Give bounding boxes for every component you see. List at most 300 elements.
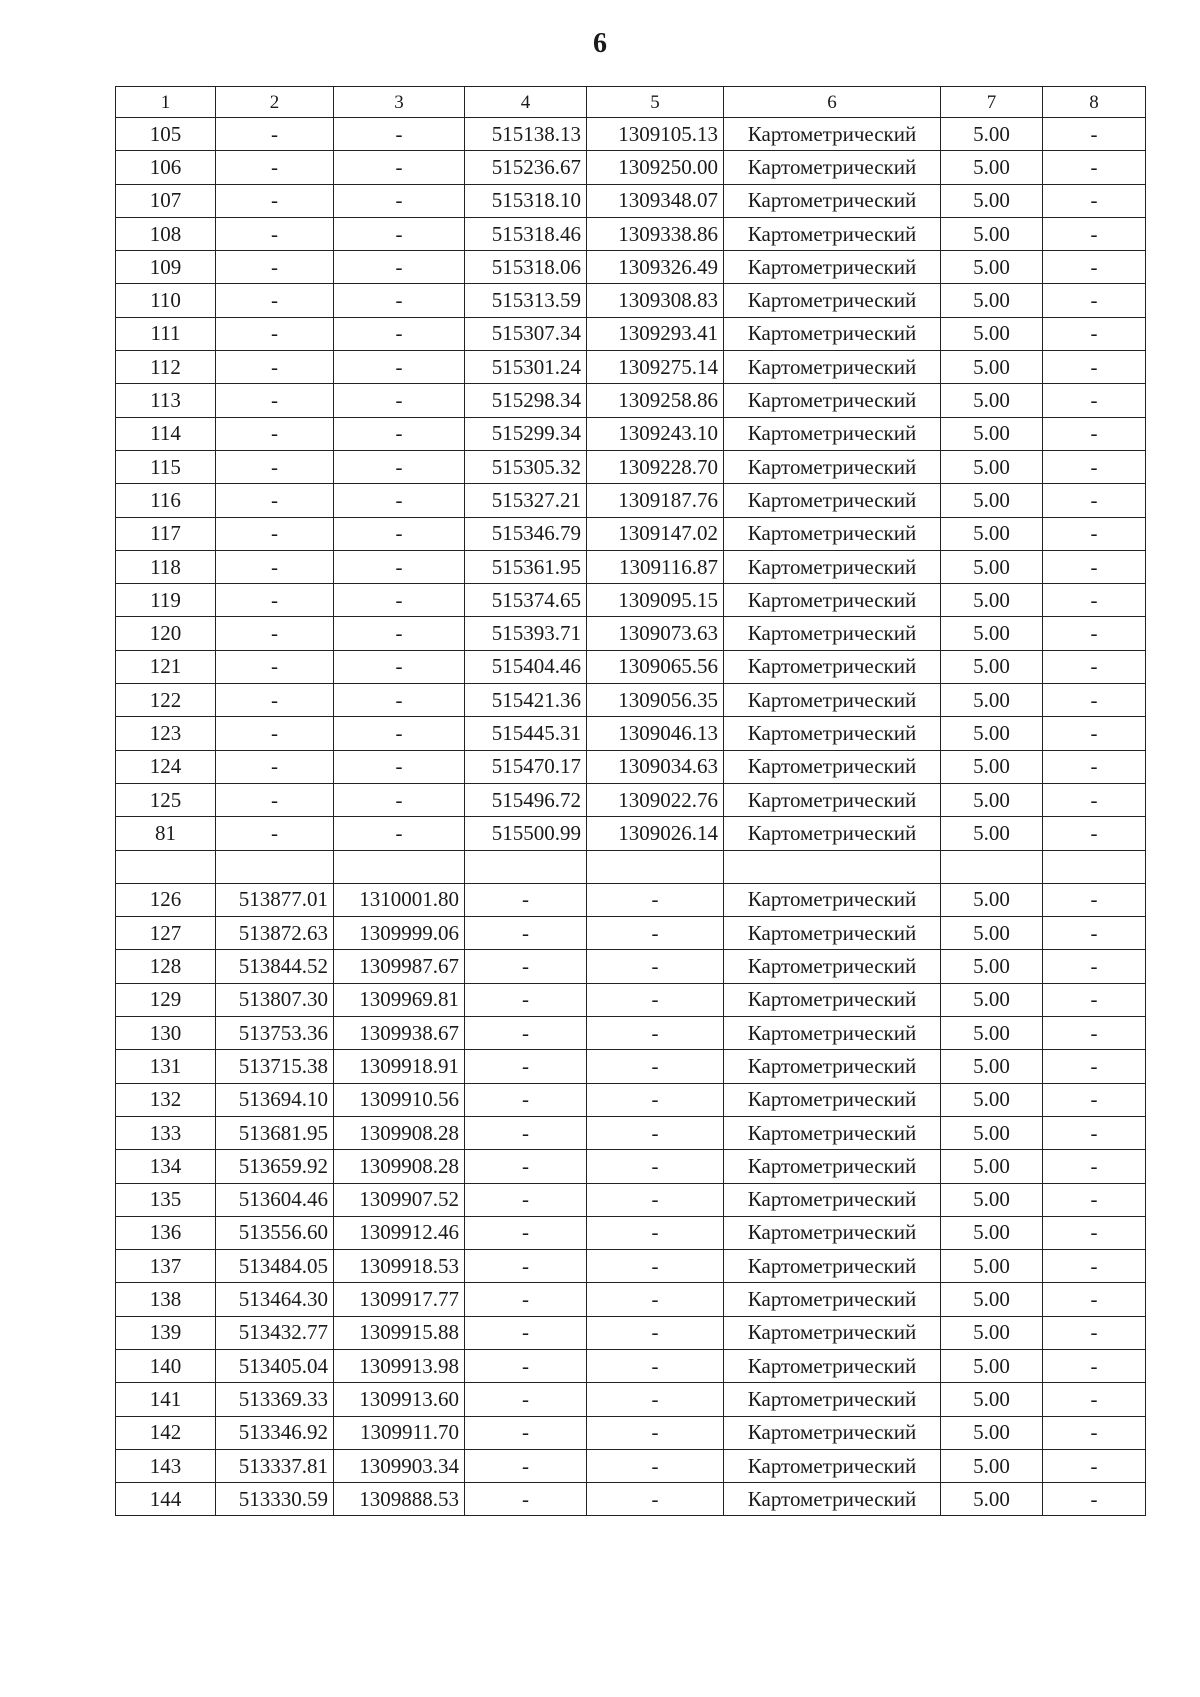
x-old-cell: -	[216, 118, 334, 151]
y-new-cell: 1309116.87	[587, 550, 724, 583]
column-header: 3	[334, 87, 465, 118]
description-cell: -	[1043, 1116, 1146, 1149]
table-row	[116, 517, 1146, 550]
accuracy-cell: 5.00	[941, 1017, 1043, 1050]
table-row	[116, 1283, 1146, 1316]
x-old-cell: -	[216, 284, 334, 317]
point-number-cell: 139	[116, 1316, 216, 1349]
method-cell: Картометрический	[724, 1416, 941, 1449]
y-old-cell: -	[334, 550, 465, 583]
accuracy-cell: 5.00	[941, 717, 1043, 750]
y-new-cell: -	[587, 1383, 724, 1416]
description-cell: -	[1043, 417, 1146, 450]
description-cell: -	[1043, 717, 1146, 750]
column-header: 8	[1043, 87, 1146, 118]
x-old-cell: -	[216, 750, 334, 783]
x-new-cell: -	[465, 1083, 587, 1116]
method-cell: Картометрический	[724, 684, 941, 717]
table-row	[116, 717, 1146, 750]
point-number-cell: 135	[116, 1183, 216, 1216]
y-old-cell: 1309913.98	[334, 1349, 465, 1382]
x-old-cell: -	[216, 417, 334, 450]
method-cell: Картометрический	[724, 617, 941, 650]
x-new-cell: -	[465, 1050, 587, 1083]
point-number-cell: 132	[116, 1083, 216, 1116]
description-cell: -	[1043, 284, 1146, 317]
x-old-cell: -	[216, 484, 334, 517]
description-cell: -	[1043, 1216, 1146, 1249]
method-cell: Картометрический	[724, 284, 941, 317]
y-new-cell: -	[587, 983, 724, 1016]
description-cell: -	[1043, 1416, 1146, 1449]
point-number-cell: 130	[116, 1017, 216, 1050]
accuracy-cell: 5.00	[941, 184, 1043, 217]
y-new-cell: -	[587, 883, 724, 916]
x-new-cell: -	[465, 1283, 587, 1316]
x-new-cell: 515404.46	[465, 650, 587, 683]
y-old-cell: 1309969.81	[334, 983, 465, 1016]
x-new-cell: -	[465, 1116, 587, 1149]
x-new-cell: 515313.59	[465, 284, 587, 317]
x-new-cell: -	[465, 1449, 587, 1482]
accuracy-cell: 5.00	[941, 1050, 1043, 1083]
y-old-cell: -	[334, 684, 465, 717]
x-old-cell: 513432.77	[216, 1316, 334, 1349]
y-old-cell: 1309915.88	[334, 1316, 465, 1349]
description-cell: -	[1043, 484, 1146, 517]
x-old-cell: 513604.46	[216, 1183, 334, 1216]
x-new-cell: 515346.79	[465, 517, 587, 550]
point-number-cell	[116, 850, 216, 883]
accuracy-cell: 5.00	[941, 883, 1043, 916]
x-new-cell: 515470.17	[465, 750, 587, 783]
accuracy-cell: 5.00	[941, 550, 1043, 583]
table-row	[116, 1349, 1146, 1382]
table-row	[116, 1083, 1146, 1116]
accuracy-cell: 5.00	[941, 217, 1043, 250]
table-row	[116, 1116, 1146, 1149]
point-number-cell: 107	[116, 184, 216, 217]
description-cell: -	[1043, 384, 1146, 417]
table-row	[116, 850, 1146, 883]
x-new-cell: -	[465, 1416, 587, 1449]
point-number-cell: 126	[116, 883, 216, 916]
point-number-cell: 112	[116, 351, 216, 384]
method-cell: Картометрический	[724, 717, 941, 750]
table-row	[116, 917, 1146, 950]
y-new-cell: 1309022.76	[587, 783, 724, 816]
y-new-cell: 1309293.41	[587, 317, 724, 350]
accuracy-cell: 5.00	[941, 1183, 1043, 1216]
description-cell: -	[1043, 1083, 1146, 1116]
y-old-cell: -	[334, 417, 465, 450]
point-number-cell: 142	[116, 1416, 216, 1449]
table-row	[116, 1449, 1146, 1482]
method-cell: Картометрический	[724, 1116, 941, 1149]
x-new-cell: 515307.34	[465, 317, 587, 350]
accuracy-cell: 5.00	[941, 351, 1043, 384]
table-row	[116, 883, 1146, 916]
table-row	[116, 783, 1146, 816]
method-cell: Картометрический	[724, 1250, 941, 1283]
method-cell: Картометрический	[724, 217, 941, 250]
y-new-cell: -	[587, 1316, 724, 1349]
y-old-cell: 1309912.46	[334, 1216, 465, 1249]
table-row	[116, 1383, 1146, 1416]
description-cell: -	[1043, 1283, 1146, 1316]
method-cell: Картометрический	[724, 983, 941, 1016]
accuracy-cell: 5.00	[941, 118, 1043, 151]
accuracy-cell: 5.00	[941, 1383, 1043, 1416]
method-cell: Картометрический	[724, 1150, 941, 1183]
x-old-cell: -	[216, 151, 334, 184]
method-cell: Картометрический	[724, 1216, 941, 1249]
table-row	[116, 1316, 1146, 1349]
table-row	[116, 617, 1146, 650]
y-old-cell: -	[334, 351, 465, 384]
description-cell: -	[1043, 950, 1146, 983]
x-new-cell: 515138.13	[465, 118, 587, 151]
x-new-cell: 515318.46	[465, 217, 587, 250]
x-new-cell: 515421.36	[465, 684, 587, 717]
method-cell: Картометрический	[724, 584, 941, 617]
accuracy-cell: 5.00	[941, 684, 1043, 717]
x-new-cell: 515500.99	[465, 817, 587, 850]
x-old-cell: -	[216, 584, 334, 617]
point-number-cell: 133	[116, 1116, 216, 1149]
x-old-cell: 513464.30	[216, 1283, 334, 1316]
table-body	[116, 87, 1146, 1516]
method-cell: Картометрический	[724, 1349, 941, 1382]
method-cell: Картометрический	[724, 251, 941, 284]
y-old-cell: -	[334, 750, 465, 783]
accuracy-cell: 5.00	[941, 817, 1043, 850]
accuracy-cell: 5.00	[941, 1116, 1043, 1149]
description-cell: -	[1043, 151, 1146, 184]
point-number-cell: 138	[116, 1283, 216, 1316]
x-old-cell	[216, 850, 334, 883]
y-new-cell: 1309187.76	[587, 484, 724, 517]
accuracy-cell: 5.00	[941, 750, 1043, 783]
x-new-cell: 515318.06	[465, 251, 587, 284]
x-new-cell: -	[465, 1483, 587, 1516]
description-cell: -	[1043, 817, 1146, 850]
y-new-cell: 1309105.13	[587, 118, 724, 151]
y-old-cell: -	[334, 118, 465, 151]
y-old-cell: -	[334, 617, 465, 650]
x-old-cell: 513715.38	[216, 1050, 334, 1083]
accuracy-cell: 5.00	[941, 317, 1043, 350]
y-new-cell: 1309046.13	[587, 717, 724, 750]
description-cell: -	[1043, 1483, 1146, 1516]
accuracy-cell: 5.00	[941, 983, 1043, 1016]
point-number-cell: 109	[116, 251, 216, 284]
table-row	[116, 417, 1146, 450]
description-cell: -	[1043, 650, 1146, 683]
method-cell: Картометрический	[724, 1449, 941, 1482]
x-old-cell: 513556.60	[216, 1216, 334, 1249]
y-old-cell: -	[334, 817, 465, 850]
x-new-cell: -	[465, 950, 587, 983]
y-new-cell: -	[587, 1283, 724, 1316]
method-cell: Картометрический	[724, 351, 941, 384]
point-number-cell: 119	[116, 584, 216, 617]
y-old-cell: 1309987.67	[334, 950, 465, 983]
y-old-cell: -	[334, 317, 465, 350]
x-new-cell: -	[465, 1316, 587, 1349]
x-old-cell: 513337.81	[216, 1449, 334, 1482]
table-row	[116, 1017, 1146, 1050]
description-cell: -	[1043, 584, 1146, 617]
table-row	[116, 1050, 1146, 1083]
y-old-cell: -	[334, 151, 465, 184]
accuracy-cell: 5.00	[941, 251, 1043, 284]
accuracy-cell: 5.00	[941, 584, 1043, 617]
x-old-cell: -	[216, 817, 334, 850]
accuracy-cell: 5.00	[941, 1449, 1043, 1482]
description-cell: -	[1043, 1316, 1146, 1349]
point-number-cell: 115	[116, 450, 216, 483]
point-number-cell: 105	[116, 118, 216, 151]
x-old-cell: 513484.05	[216, 1250, 334, 1283]
x-old-cell: -	[216, 184, 334, 217]
y-new-cell: 1309147.02	[587, 517, 724, 550]
x-new-cell: -	[465, 1150, 587, 1183]
x-old-cell: 513659.92	[216, 1150, 334, 1183]
description-cell: -	[1043, 1349, 1146, 1382]
point-number-cell: 118	[116, 550, 216, 583]
x-old-cell: -	[216, 617, 334, 650]
point-number-cell: 127	[116, 917, 216, 950]
x-new-cell: 515298.34	[465, 384, 587, 417]
x-old-cell: 513807.30	[216, 983, 334, 1016]
point-number-cell: 137	[116, 1250, 216, 1283]
point-number-cell: 125	[116, 783, 216, 816]
table-row	[116, 384, 1146, 417]
point-number-cell: 110	[116, 284, 216, 317]
table-row	[116, 1216, 1146, 1249]
x-old-cell: 513694.10	[216, 1083, 334, 1116]
description-cell: -	[1043, 1150, 1146, 1183]
x-new-cell: 515318.10	[465, 184, 587, 217]
point-number-cell: 144	[116, 1483, 216, 1516]
point-number-cell: 124	[116, 750, 216, 783]
y-new-cell: -	[587, 1483, 724, 1516]
y-new-cell: 1309275.14	[587, 351, 724, 384]
y-old-cell: -	[334, 284, 465, 317]
x-new-cell: 515327.21	[465, 484, 587, 517]
method-cell: Картометрический	[724, 950, 941, 983]
y-old-cell: -	[334, 717, 465, 750]
y-new-cell: -	[587, 1083, 724, 1116]
table-row	[116, 317, 1146, 350]
method-cell: Картометрический	[724, 783, 941, 816]
x-old-cell: 513872.63	[216, 917, 334, 950]
y-new-cell: -	[587, 950, 724, 983]
method-cell: Картометрический	[724, 450, 941, 483]
y-old-cell: 1309908.28	[334, 1116, 465, 1149]
point-number-cell: 128	[116, 950, 216, 983]
table-row	[116, 1483, 1146, 1516]
table-row	[116, 217, 1146, 250]
x-new-cell: -	[465, 1216, 587, 1249]
table-row	[116, 1250, 1146, 1283]
y-new-cell: 1309065.56	[587, 650, 724, 683]
table-row	[116, 351, 1146, 384]
y-old-cell: -	[334, 450, 465, 483]
point-number-cell: 121	[116, 650, 216, 683]
description-cell: -	[1043, 783, 1146, 816]
y-new-cell: 1309338.86	[587, 217, 724, 250]
method-cell: Картометрический	[724, 484, 941, 517]
point-number-cell: 143	[116, 1449, 216, 1482]
method-cell	[724, 850, 941, 883]
y-new-cell: -	[587, 1250, 724, 1283]
table-row	[116, 1416, 1146, 1449]
method-cell: Картометрический	[724, 550, 941, 583]
accuracy-cell: 5.00	[941, 1150, 1043, 1183]
accuracy-cell: 5.00	[941, 1483, 1043, 1516]
point-number-cell: 116	[116, 484, 216, 517]
description-cell: -	[1043, 1449, 1146, 1482]
table-row	[116, 284, 1146, 317]
method-cell: Картометрический	[724, 118, 941, 151]
accuracy-cell: 5.00	[941, 1416, 1043, 1449]
y-old-cell: -	[334, 584, 465, 617]
y-new-cell: 1309228.70	[587, 450, 724, 483]
accuracy-cell: 5.00	[941, 484, 1043, 517]
point-number-cell: 129	[116, 983, 216, 1016]
y-old-cell: 1309888.53	[334, 1483, 465, 1516]
x-old-cell: -	[216, 450, 334, 483]
y-old-cell: -	[334, 783, 465, 816]
x-new-cell: 515236.67	[465, 151, 587, 184]
description-cell: -	[1043, 917, 1146, 950]
y-old-cell: 1309911.70	[334, 1416, 465, 1449]
y-new-cell: 1309073.63	[587, 617, 724, 650]
description-cell: -	[1043, 684, 1146, 717]
table-row	[116, 817, 1146, 850]
x-old-cell: 513405.04	[216, 1349, 334, 1382]
point-number-cell: 113	[116, 384, 216, 417]
description-cell: -	[1043, 750, 1146, 783]
x-new-cell: -	[465, 917, 587, 950]
method-cell: Картометрический	[724, 1283, 941, 1316]
description-cell: -	[1043, 517, 1146, 550]
y-old-cell: -	[334, 384, 465, 417]
x-old-cell: 513844.52	[216, 950, 334, 983]
table-row	[116, 1183, 1146, 1216]
x-new-cell: -	[465, 1349, 587, 1382]
x-new-cell	[465, 850, 587, 883]
method-cell: Картометрический	[724, 1017, 941, 1050]
y-old-cell: -	[334, 484, 465, 517]
table-row	[116, 550, 1146, 583]
y-new-cell: -	[587, 1416, 724, 1449]
x-old-cell: 513346.92	[216, 1416, 334, 1449]
y-old-cell: 1309913.60	[334, 1383, 465, 1416]
description-cell: -	[1043, 1250, 1146, 1283]
x-new-cell: 515305.32	[465, 450, 587, 483]
accuracy-cell: 5.00	[941, 950, 1043, 983]
y-new-cell: -	[587, 1050, 724, 1083]
x-old-cell: -	[216, 317, 334, 350]
method-cell: Картометрический	[724, 517, 941, 550]
table-row	[116, 684, 1146, 717]
column-header: 6	[724, 87, 941, 118]
accuracy-cell: 5.00	[941, 917, 1043, 950]
point-number-cell: 114	[116, 417, 216, 450]
y-new-cell: -	[587, 1449, 724, 1482]
point-number-cell: 131	[116, 1050, 216, 1083]
method-cell: Картометрический	[724, 1083, 941, 1116]
x-new-cell: -	[465, 1383, 587, 1416]
x-old-cell: 513369.33	[216, 1383, 334, 1416]
description-cell: -	[1043, 1383, 1146, 1416]
description-cell: -	[1043, 184, 1146, 217]
table-row	[116, 1150, 1146, 1183]
column-header: 7	[941, 87, 1043, 118]
accuracy-cell: 5.00	[941, 284, 1043, 317]
y-new-cell: 1309034.63	[587, 750, 724, 783]
point-number-cell: 111	[116, 317, 216, 350]
point-number-cell: 140	[116, 1349, 216, 1382]
table-row	[116, 983, 1146, 1016]
table-row	[116, 950, 1146, 983]
method-cell: Картометрический	[724, 650, 941, 683]
column-header: 1	[116, 87, 216, 118]
accuracy-cell: 5.00	[941, 1316, 1043, 1349]
y-old-cell: 1309908.28	[334, 1150, 465, 1183]
point-number-cell: 134	[116, 1150, 216, 1183]
description-cell: -	[1043, 1050, 1146, 1083]
method-cell: Картометрический	[724, 1050, 941, 1083]
y-old-cell	[334, 850, 465, 883]
x-new-cell: 515299.34	[465, 417, 587, 450]
description-cell: -	[1043, 983, 1146, 1016]
method-cell: Картометрический	[724, 384, 941, 417]
accuracy-cell: 5.00	[941, 151, 1043, 184]
y-new-cell: 1309026.14	[587, 817, 724, 850]
x-new-cell: -	[465, 1183, 587, 1216]
x-old-cell: -	[216, 384, 334, 417]
accuracy-cell: 5.00	[941, 1083, 1043, 1116]
y-new-cell: 1309258.86	[587, 384, 724, 417]
accuracy-cell: 5.00	[941, 1349, 1043, 1382]
column-header: 5	[587, 87, 724, 118]
y-old-cell: 1309903.34	[334, 1449, 465, 1482]
accuracy-cell: 5.00	[941, 450, 1043, 483]
y-new-cell: 1309308.83	[587, 284, 724, 317]
table-row	[116, 750, 1146, 783]
table-header-row	[116, 87, 1146, 118]
description-cell: -	[1043, 351, 1146, 384]
table-row	[116, 650, 1146, 683]
y-new-cell	[587, 850, 724, 883]
y-new-cell: -	[587, 1116, 724, 1149]
accuracy-cell: 5.00	[941, 1250, 1043, 1283]
column-header: 2	[216, 87, 334, 118]
x-old-cell: 513877.01	[216, 883, 334, 916]
description-cell: -	[1043, 450, 1146, 483]
x-old-cell: -	[216, 351, 334, 384]
table-row	[116, 450, 1146, 483]
accuracy-cell: 5.00	[941, 783, 1043, 816]
x-new-cell: 515496.72	[465, 783, 587, 816]
x-old-cell: 513330.59	[216, 1483, 334, 1516]
method-cell: Картометрический	[724, 417, 941, 450]
accuracy-cell: 5.00	[941, 517, 1043, 550]
